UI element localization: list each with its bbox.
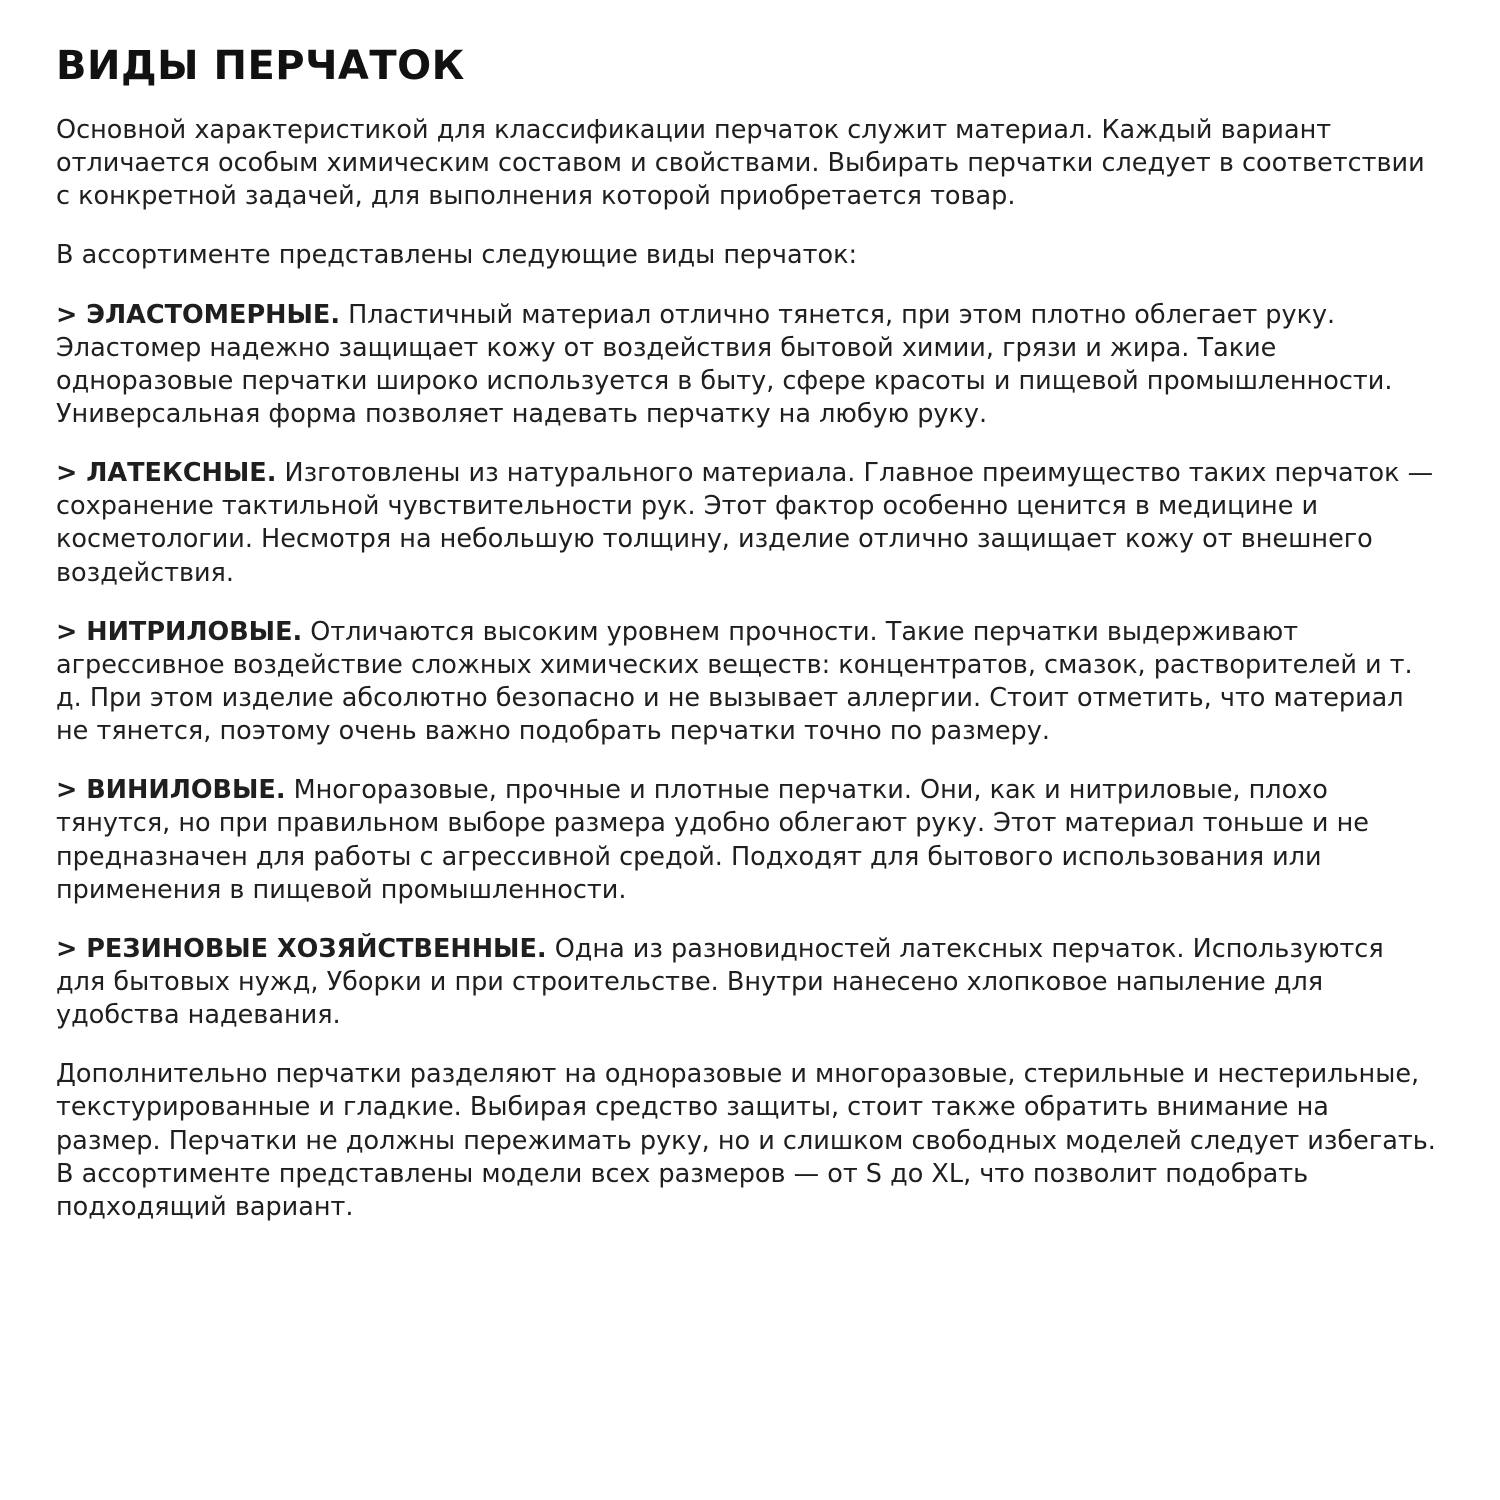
glove-type-description: Пластичный материал отлично тянется, при этом плотно облегает руку. Эластомер надежно защищает кожу от воздействия бытовой химии, грязи и жира. Такие одноразовые перчатки широко используется в быту, сфере красоты и пищевой промышленности. Универсальная форма позволяет надевать перчатку на любую руку. <box>56 299 1393 429</box>
glove-type-label: > ВИНИЛОВЫЕ. <box>56 775 286 806</box>
glove-type-label: > НИТРИЛОВЫЕ. <box>56 616 303 647</box>
glove-type-label: > РЕЗИНОВЫЕ ХОЗЯЙСТВЕННЫЕ. <box>56 933 547 964</box>
glove-type-item <box>56 616 1440 749</box>
glove-type-description: Одна из разновидностей латексных перчаток. Используются для бытовых нужд, Уборки и при строительстве. Внутри нанесено хлопковое напыление для удобства надевания. <box>56 933 1384 1031</box>
glove-type-description: Отличаются высоким уровнем прочности. Такие перчатки выдерживают агрессивное воздействие сложных химических веществ: концентратов, смазок, растворителей и т. д. При этом изделие абсолютно безопасно и не вызывает аллергии. Стоит отметить, что материал не тянется, поэтому очень важно подобрать перчатки точно по размеру. <box>56 616 1413 747</box>
glove-type-item <box>56 299 1440 432</box>
intro-paragraph: Основной характеристикой для классификации перчаток служит материал. Каждый вариант отличается особым химическим составом и свойствами. Выбирать перчатки следует в соответствии с конкретной задачей, для выполнения которой приобретается товар. <box>56 115 1425 212</box>
glove-type-item <box>56 457 1440 590</box>
list-lead-paragraph: В ассортименте представлены следующие виды перчаток: <box>56 240 858 271</box>
glove-type-item <box>56 933 1440 1032</box>
page-title: ВИДЫ ПЕРЧАТОК <box>56 43 465 89</box>
outro-paragraph: Дополнительно перчатки разделяют на одноразовые и многоразовые, стерильные и нестерильные, текстурированные и гладкие. Выбирая средство защиты, стоит также обратить внимание на размер. Перчатки не должны пережимать руку, но и слишком свободных моделей следует избегать. В ассортименте представлены модели всех размеров — от S до XL, что позволит подобрать подходящий вариант. <box>56 1059 1436 1222</box>
glove-type-description: Изготовлены из натурального материала. Главное преимущество таких перчаток — сохранение тактильной чувствительности рук. Этот фактор особенно ценится в медицине и косметологии. Несмотря на небольшую толщину, изделие отлично защищает кожу от внешнего воздействия. <box>56 458 1434 588</box>
glove-type-label: > ЛАТЕКСНЫЕ. <box>56 458 277 489</box>
glove-type-item <box>56 774 1440 907</box>
glove-type-description: Многоразовые, прочные и плотные перчатки. Они, как и нитриловые, плохо тянутся, но при правильном выборе размера удобно облегают руку. Этот материал тоньше и не предназначен для работы с агрессивной средой. Подходят для бытового использования или применения в пищевой промышленности. <box>56 775 1369 905</box>
glove-type-label: > ЭЛАСТОМЕРНЫЕ. <box>56 299 341 330</box>
